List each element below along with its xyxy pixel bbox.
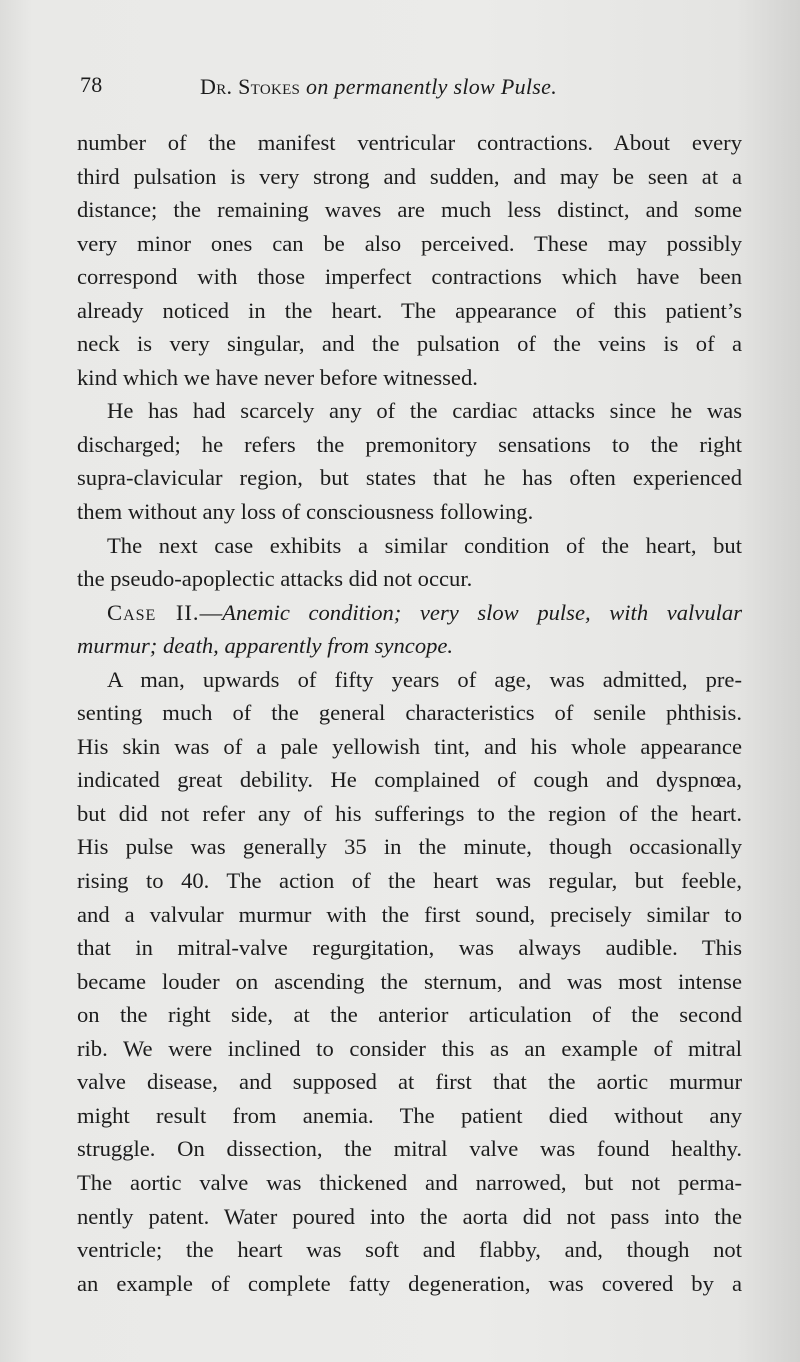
page-number: 78 — [80, 72, 103, 97]
text-line: discharged; he refers the premonitory sensations to the right — [77, 431, 742, 457]
running-author: Dr. Stokes — [200, 74, 301, 99]
text-line: kind which we have never before witnessed. — [77, 364, 478, 390]
text-line: senting much of the general characteristics of senile phthisis. — [77, 700, 742, 726]
text-line: number of the manifest ventricular contractions. About every — [77, 130, 742, 155]
text-line: A man, upwards of fifty years of age, was admitted, pre- — [107, 666, 742, 692]
text-line: third pulsation is very strong and sudden, and may be seen at a — [77, 163, 742, 189]
text-line: distance; the remaining waves are much less distinct, and some — [77, 197, 742, 223]
case-title: Anemic condition; very slow pulse, with valvular — [222, 599, 742, 625]
text-line: became louder on ascending the sternum, and was most intense — [77, 968, 742, 994]
text-line: correspond with those imperfect contractions which have been — [77, 264, 742, 290]
text-line: His skin was of a pale yellowish tint, and his whole appearance — [77, 733, 742, 759]
text-line: murmur; death, apparently from syncope. — [77, 633, 454, 659]
text-line: nently patent. Water poured into the aorta did not pass into the — [77, 1203, 742, 1229]
text-line: supra-clavicular region, but states that he has often experienced — [77, 465, 742, 491]
text-line: The next case exhibits a similar condition of the heart, but — [107, 532, 742, 558]
text-line: already noticed in the heart. The appearance of this patient’s — [77, 297, 742, 323]
text-line: His pulse was generally 35 in the minute, though occasionally — [77, 834, 742, 860]
text-line: neck is very singular, and the pulsation of the veins is of a — [77, 331, 742, 357]
case-label: Case II. — [107, 599, 200, 625]
body-text — [77, 126, 742, 1300]
text-line: He has had scarcely any of the cardiac attacks since he was — [107, 398, 742, 424]
text-line: rising to 40. The action of the heart was regular, but feeble, — [77, 868, 742, 894]
text-line: an example of complete fatty degeneration, was covered by a — [77, 1270, 742, 1296]
text-line: valve disease, and supposed at first that the aortic murmur — [77, 1069, 742, 1095]
running-header — [80, 72, 740, 108]
text-line: The aortic valve was thickened and narrowed, but not perma- — [77, 1169, 742, 1195]
text-line: the pseudo-apoplectic attacks did not occur. — [77, 566, 473, 592]
text-line: but did not refer any of his sufferings to the region of the heart. — [77, 800, 742, 826]
case-heading — [77, 596, 742, 630]
text-line: that in mitral-valve regurgitation, was always audible. This — [77, 935, 742, 961]
text-line: and a valvular murmur with the first sound, precisely similar to — [77, 901, 742, 927]
text-line: on the right side, at the anterior articulation of the second — [77, 1002, 742, 1028]
running-subject: on permanently slow Pulse. — [306, 74, 558, 99]
text-line: very minor ones can be also perceived. These may possibly — [77, 230, 742, 256]
text-line: rib. We were inclined to consider this as an example of mitral — [77, 1035, 742, 1061]
text-line: struggle. On dissection, the mitral valve was found healthy. — [77, 1136, 742, 1162]
text-line: might result from anemia. The patient died without any — [77, 1102, 742, 1128]
text-line: ventricle; the heart was soft and flabby, and, though not — [77, 1237, 742, 1263]
text-line: them without any loss of consciousness following. — [77, 499, 534, 525]
running-title — [200, 74, 557, 100]
case-dash: — — [199, 599, 223, 625]
text-line: indicated great debility. He complained of cough and dyspnœa, — [77, 767, 742, 793]
